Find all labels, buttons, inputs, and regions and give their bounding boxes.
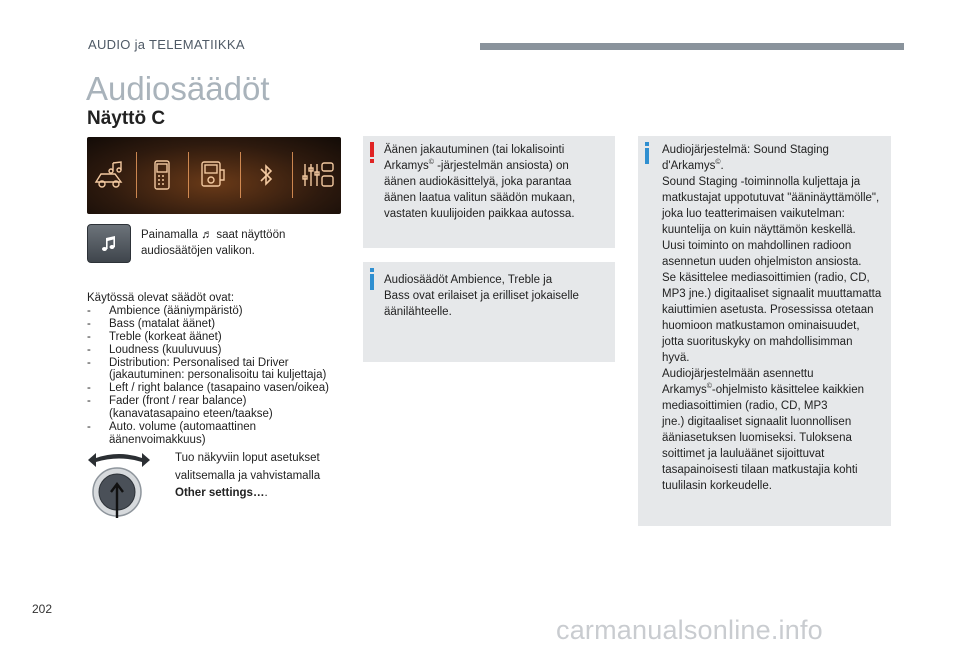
watermark: carmanualsonline.info (556, 615, 823, 645)
info-note-sources: Audiosäädöt Ambience, Treble ja Bass ovat erilaiset ja erilliset jokaiselle äänilähteelle. (363, 262, 615, 362)
display-screen-illustration (87, 137, 341, 214)
list-item: - Auto. volume (automaattinen (87, 421, 257, 434)
list-item-continuation: (jakautuminen: personalisoitu tai kuljettaja) (109, 369, 327, 382)
info-icon (644, 142, 648, 162)
music-note-icon: ♬ (201, 227, 214, 241)
warning-icon (369, 142, 373, 162)
other-settings-instruction: Tuo näkyviin loput asetukset valitsemalla ja vahvistamalla Other settings…. (175, 452, 321, 499)
bluetooth-icon (249, 155, 283, 195)
knob-icon (86, 450, 152, 522)
music-key-button (87, 224, 131, 263)
list-item: - Fader (front / rear balance) (87, 395, 247, 408)
section-header: AUDIO ja TELEMATIIKKA (88, 37, 245, 52)
list-item: - Bass (matalat äänet) (87, 317, 216, 330)
header-divider (480, 43, 904, 50)
info-note-sound-staging: Audiojärjestelmä: Sound Staging d'Arkamys©. Sound Staging -toiminnolla kuljettaja ja matkustajat uppotutuvat "ääninäyttämölle", joka luo teatterimaisen vaikutelman: kuuntelija on kuin näyttämön keskellä. Uusi toiminto on mahdollinen radioon asennetun uuden ohjelmiston ansiosta. Se käsittelee mediasoittimien (radio, CD, MP3 jne.) digitaaliset signaalit muuttamatta kaiuttimien asetusta. Prosessissa otetaan huomioon matkustamon ominaisuudet, jotta suorituskyky on mahdollisimman hyvä. Audiojärjestelmään asennettu Arkamys©-ohjelmisto käsittelee kaikkien mediasoittimien (radio, CD, MP3 jne.) digitaaliset signaalit luonnollisen ääniasetuksen luomiseksi. Tuloksena soittimet ja lauluäänet sijoittuvat tasapainoisesti tilaan matkustajia kohti tuulilasin korkeudelle. (638, 136, 891, 526)
list-item: - Distribution: Personalised tai Driver (87, 356, 289, 369)
list-item-continuation: äänenvoimakkuus) (109, 433, 206, 446)
warning-note: Äänen jakautuminen (tai lokalisointi Arkamys© -järjestelmän ansiosta) on äänen audiokäsittelyä, joka parantaa äänen laatua valitun säädön mukaan, vastaten kuulijoiden paikkaa autossa. (363, 136, 615, 248)
list-item-continuation: (kanavatasapaino eteen/taakse) (109, 408, 273, 421)
settings-list (87, 292, 349, 447)
press-instruction: Painamalla ♬ saat näyttöön audiosäätöjen valikon. (141, 227, 286, 257)
list-item: - Ambience (ääniympäristö) (87, 304, 243, 317)
phone-icon (145, 155, 179, 195)
settings-sliders-icon (301, 155, 335, 195)
car-audio-icon (93, 155, 127, 195)
page-title: Audiosäädöt (86, 70, 270, 107)
list-item: - Left / right balance (tasapaino vasen/oikea) (87, 382, 329, 395)
list-item: - Loudness (kuuluvuus) (87, 343, 222, 356)
music-note-icon (100, 235, 118, 253)
info-icon (369, 268, 373, 288)
settings-intro: Käytössä olevat säädöt ovat: (87, 292, 235, 304)
page-subtitle: Näyttö C (87, 108, 166, 129)
list-item: - Treble (korkeat äänet) (87, 330, 222, 343)
page-number: 202 (32, 602, 53, 616)
media-player-icon (197, 155, 231, 195)
